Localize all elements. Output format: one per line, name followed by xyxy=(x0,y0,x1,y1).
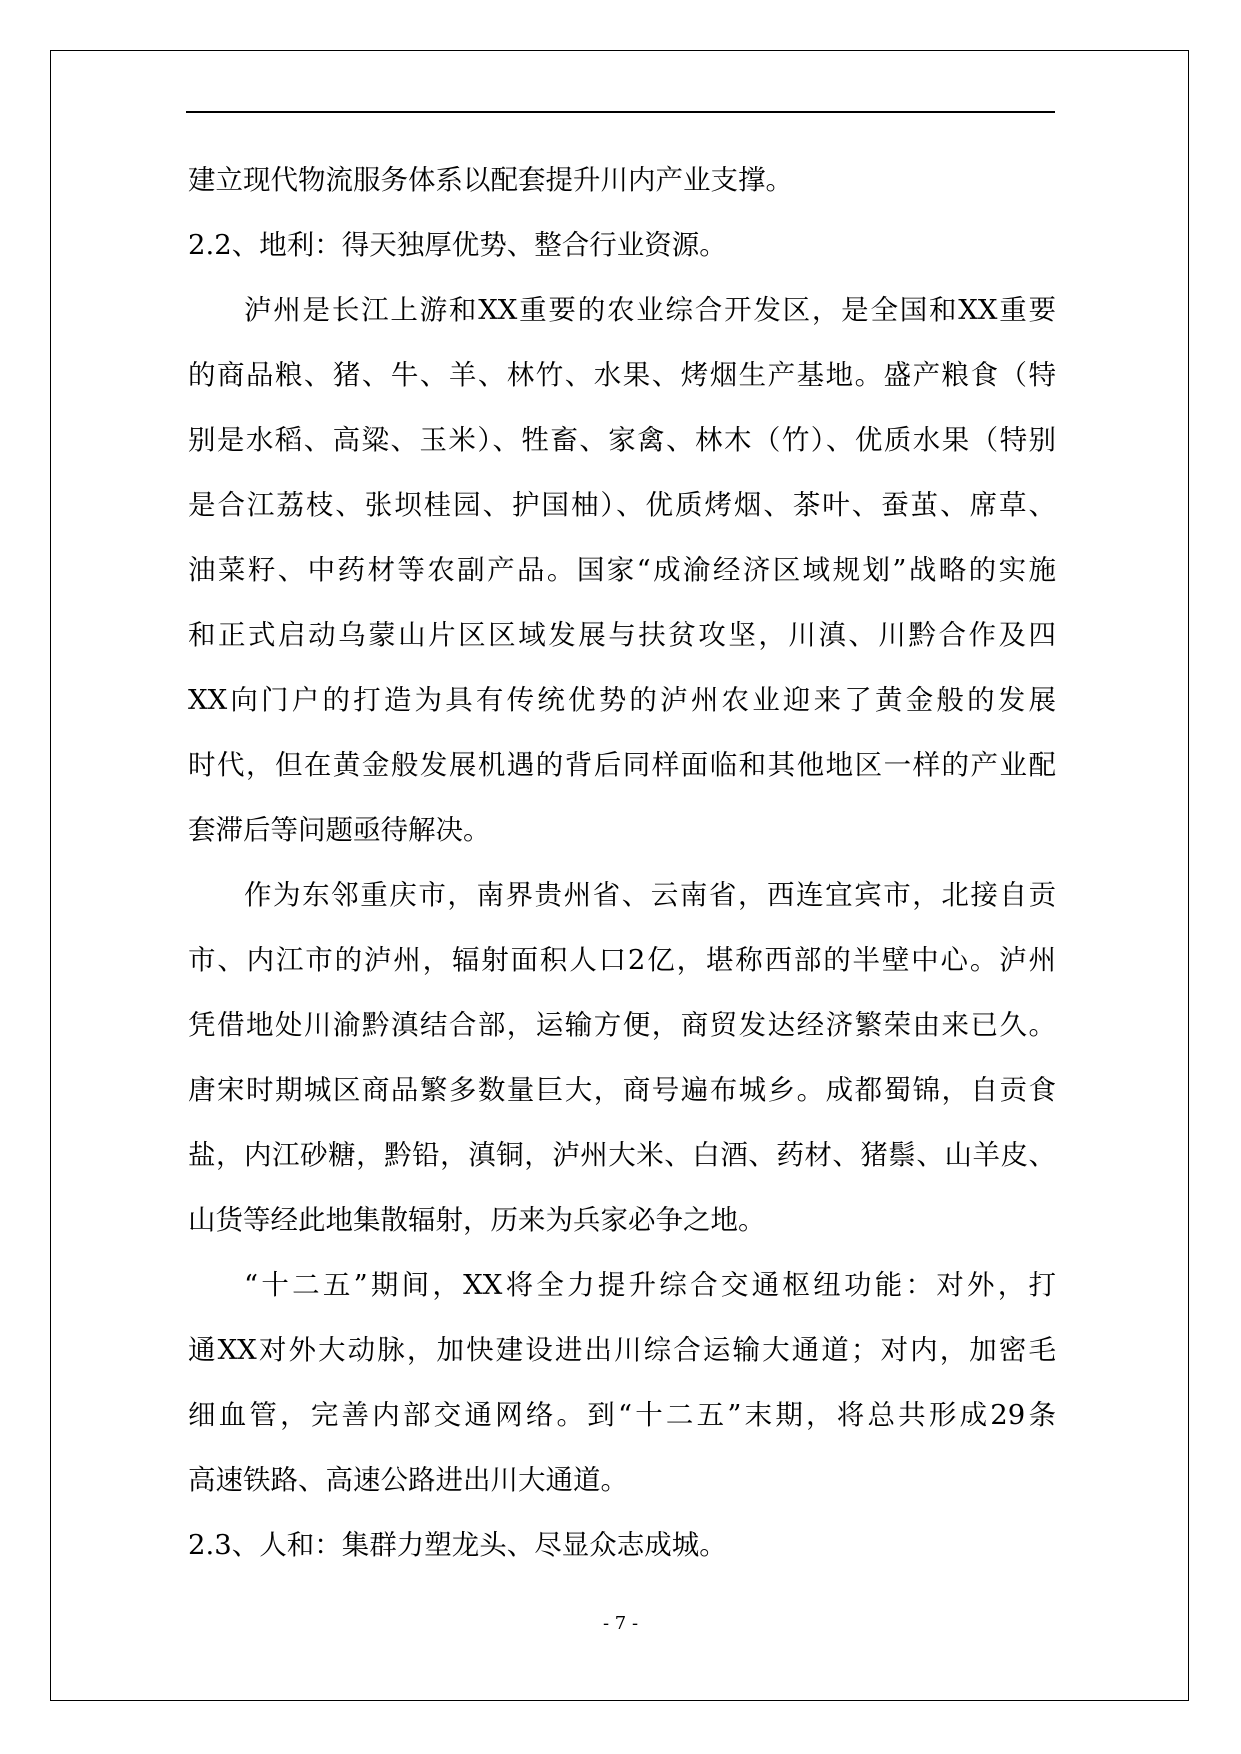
page-number: - 7 - xyxy=(602,1613,639,1634)
text-line: 市、内江市的泸州，辐射面积人口2亿，堪称西部的半壁中心。泸州 xyxy=(188,944,1056,976)
text-line: 和正式启动乌蒙山片区区域发展与扶贫攻坚，川滇、川黔合作及四 xyxy=(188,619,1056,651)
text-line: 高速铁路、高速公路进出川大通道。 xyxy=(188,1464,628,1496)
text-line: 泸州是长江上游和XX重要的农业综合开发区，是全国和XX重要 xyxy=(244,294,1056,326)
header-rule xyxy=(186,111,1055,113)
text-line: 盐，内江砂糖，黔铅，滇铜，泸州大米、白酒、药材、猪鬃、山羊皮、 xyxy=(188,1139,1056,1171)
text-line: 2.3、人和：集群力塑龙头、尽显众志成城。 xyxy=(188,1529,727,1561)
text-line: 凭借地处川渝黔滇结合部，运输方便，商贸发达经济繁荣由来已久。 xyxy=(188,1009,1056,1041)
text-line: 唐宋时期城区商品繁多数量巨大，商号遍布城乡。成都蜀锦，自贡食 xyxy=(188,1074,1056,1106)
text-line: 的商品粮、猪、牛、羊、林竹、水果、烤烟生产基地。盛产粮食（特 xyxy=(188,359,1056,391)
text-line: “十二五”期间，XX将全力提升综合交通枢纽功能：对外，打 xyxy=(244,1269,1056,1301)
text-line: 建立现代物流服务体系以配套提升川内产业支撑。 xyxy=(188,164,793,196)
text-line: 套滞后等问题亟待解决。 xyxy=(188,814,491,846)
text-line: 通XX对外大动脉，加快建设进出川综合运输大通道；对内，加密毛 xyxy=(188,1334,1056,1366)
text-line: 油菜籽、中药材等农副产品。国家“成渝经济区域规划”战略的实施 xyxy=(188,554,1056,586)
text-line: 山货等经此地集散辐射，历来为兵家必争之地。 xyxy=(188,1204,766,1236)
text-line: 2.2、地利：得天独厚优势、整合行业资源。 xyxy=(188,229,727,261)
text-line: XX向门户的打造为具有传统优势的泸州农业迎来了黄金般的发展 xyxy=(188,684,1056,716)
text-line: 细血管，完善内部交通网络。到“十二五”末期，将总共形成29条 xyxy=(188,1399,1056,1431)
document-body xyxy=(188,148,1056,1578)
text-line: 时代，但在黄金般发展机遇的背后同样面临和其他地区一样的产业配 xyxy=(188,749,1056,781)
text-line: 作为东邻重庆市，南界贵州省、云南省，西连宜宾市，北接自贡 xyxy=(244,879,1056,911)
text-line: 是合江荔枝、张坝桂园、护国柚）、优质烤烟、茶叶、蚕茧、席草、 xyxy=(188,489,1056,521)
text-line: 别是水稻、高粱、玉米）、牲畜、家禽、林木（竹）、优质水果（特别 xyxy=(188,424,1056,456)
